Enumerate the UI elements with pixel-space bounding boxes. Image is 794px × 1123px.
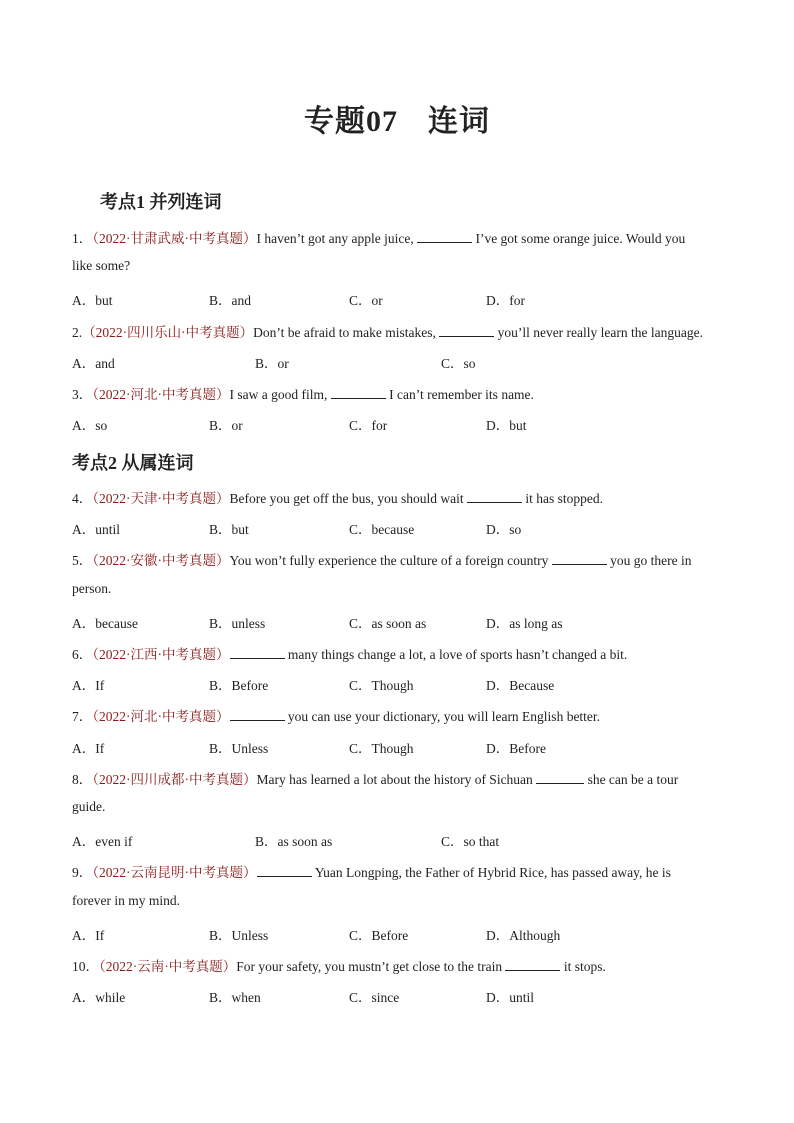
option-a: A．If (72, 678, 105, 693)
question-4 (72, 487, 603, 507)
question-text-after: you’ll never really learn the language. (497, 325, 703, 340)
option-c: C．because (349, 522, 415, 537)
question-8-continued: guide. (72, 799, 106, 814)
question-text-before: I saw a good film, (229, 387, 328, 402)
question-source: （2022·天津·中考真题） (92, 491, 230, 506)
question-10 (72, 955, 606, 975)
question-text-after: I’ve got some orange juice. Would you (475, 231, 686, 246)
option-c: C．so that (441, 834, 500, 849)
option-c: C．for (349, 418, 388, 433)
title-main: 专题07 (304, 105, 398, 138)
option-b: B．or (209, 418, 243, 433)
section-heading-1: 考点1 并列连词 (100, 192, 222, 212)
section-heading-2: 考点2 从属连词 (72, 453, 194, 473)
question-source: （2022·安徽·中考真题） (92, 553, 230, 568)
question-source: （2022·甘肃武威·中考真题） (92, 231, 257, 246)
answer-blank (417, 231, 472, 243)
question-number: 2. (72, 325, 83, 340)
option-b: B．and (209, 293, 251, 308)
question-number: 9． (72, 865, 93, 880)
question-9-continued: forever in my mind. (72, 893, 180, 908)
answer-blank (505, 959, 560, 971)
page-title (0, 96, 794, 140)
question-text-before: I haven’t got any apple juice, (256, 231, 414, 246)
option-a: A．If (72, 928, 105, 943)
answer-blank (230, 647, 285, 659)
question-number: 6． (72, 647, 93, 662)
option-c: C．Before (349, 928, 409, 943)
option-a: A．so (72, 418, 108, 433)
option-b: B．or (255, 356, 289, 371)
question-number: 5． (72, 553, 93, 568)
option-d: D．until (486, 990, 535, 1005)
title-sub: 连词 (428, 105, 490, 138)
option-a: A．and (72, 356, 115, 371)
question-text-after: many things change a lot, a love of sports hasn’t changed a bit. (287, 647, 628, 662)
question-text-after: you can use your dictionary, you will learn English better. (287, 709, 601, 724)
option-c: C．or (349, 293, 383, 308)
answer-blank (552, 553, 607, 565)
question-5-continued: person. (72, 581, 112, 596)
answer-blank (439, 325, 494, 337)
question-text-after: it has stopped. (525, 491, 603, 506)
question-text-before: For your safety, you mustn’t get close to the train (236, 959, 503, 974)
question-7 (72, 705, 600, 725)
option-c: C．since (349, 990, 400, 1005)
option-c: C．so (441, 356, 476, 371)
option-c: C．Though (349, 678, 414, 693)
option-b: B．Before (209, 678, 269, 693)
question-source: （2022·云南·中考真题） (99, 959, 237, 974)
question-9 (72, 861, 671, 881)
option-d: D．as long as (486, 616, 563, 631)
question-text-before: Mary has learned a lot about the history of Sichuan (256, 772, 533, 787)
question-text-before: Don’t be afraid to make mistakes, (253, 325, 436, 340)
answer-blank (467, 491, 522, 503)
question-number: 8． (72, 772, 93, 787)
option-b: B．unless (209, 616, 266, 631)
option-d: D．Although (486, 928, 561, 943)
question-8 (72, 768, 678, 788)
question-number: 3． (72, 387, 93, 402)
answer-blank (331, 387, 386, 399)
option-b: B．Unless (209, 928, 269, 943)
question-text-before: Before you get off the bus, you should wait (229, 491, 464, 506)
question-number: 4． (72, 491, 93, 506)
question-text-after: Yuan Longping, the Father of Hybrid Rice, has passed away, he is (314, 865, 671, 880)
option-b: B．when (209, 990, 261, 1005)
option-b: B．Unless (209, 741, 269, 756)
answer-blank (257, 865, 312, 877)
option-a: A．If (72, 741, 105, 756)
option-a: A．because (72, 616, 138, 631)
option-d: D．Before (486, 741, 546, 756)
answer-blank (536, 772, 584, 784)
question-1-continued: like some? (72, 258, 131, 273)
option-d: D．Because (486, 678, 555, 693)
answer-blank (230, 709, 285, 721)
question-text-before: You won’t fully experience the culture of a foreign country (229, 553, 549, 568)
question-number: 10． (72, 959, 99, 974)
option-b: B．but (209, 522, 249, 537)
question-2 (72, 321, 703, 341)
question-number: 7． (72, 709, 93, 724)
question-text-after: you go there in (610, 553, 692, 568)
question-5 (72, 549, 692, 569)
question-source: （2022·河北·中考真题） (92, 387, 230, 402)
question-6 (72, 643, 627, 663)
option-d: D．so (486, 522, 522, 537)
option-a: A．but (72, 293, 113, 308)
question-source: （2022·四川乐山·中考真题） (82, 325, 254, 340)
option-a: A．even if (72, 834, 133, 849)
question-source: （2022·河北·中考真题） (92, 709, 230, 724)
question-1 (72, 227, 685, 247)
question-3 (72, 383, 534, 403)
option-a: A．while (72, 990, 126, 1005)
question-number: 1． (72, 231, 93, 246)
option-d: D．for (486, 293, 525, 308)
option-a: A．until (72, 522, 121, 537)
option-d: D．but (486, 418, 527, 433)
question-text-after: I can’t remember its name. (389, 387, 534, 402)
option-b: B．as soon as (255, 834, 333, 849)
question-source: （2022·云南昆明·中考真题） (92, 865, 257, 880)
question-source: （2022·江西·中考真题） (92, 647, 230, 662)
option-c: C．as soon as (349, 616, 427, 631)
option-c: C．Though (349, 741, 414, 756)
question-source: （2022·四川成都·中考真题） (92, 772, 257, 787)
question-text-after: she can be a tour (587, 772, 679, 787)
question-text-after: it stops. (563, 959, 606, 974)
